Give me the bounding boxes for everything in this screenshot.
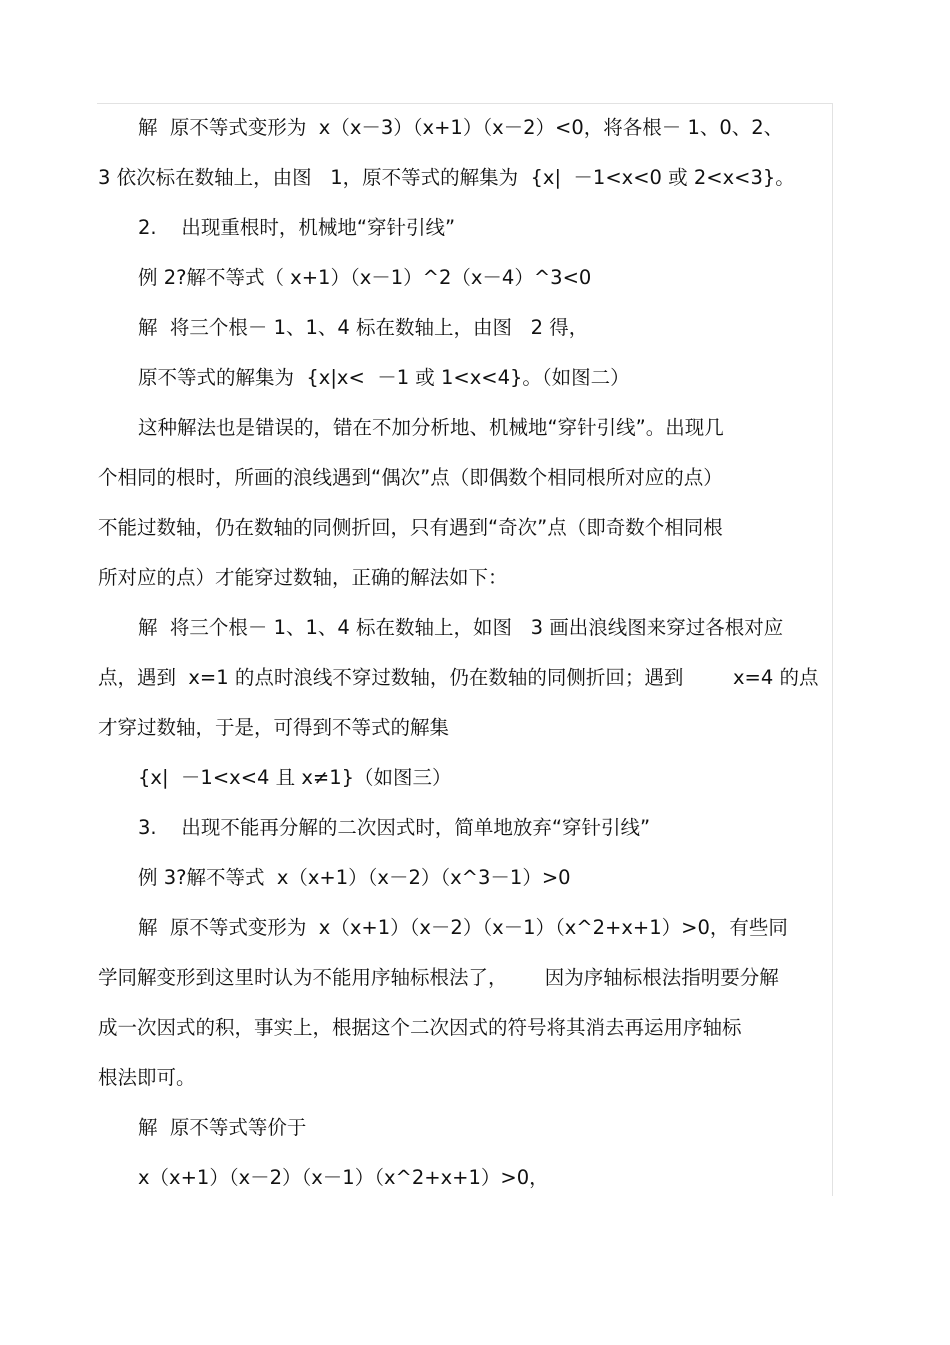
text-line: 3. 出现不能再分解的二次因式时，简单地放弃“穿针引线” [138,816,651,839]
text-line: 根法即可。 [98,1066,196,1089]
page-border-top [97,103,832,104]
text-line: 解 原不等式变形为 x（x+1）（x－2）（x－1）（x^2+x+1）>0，有些同 [138,916,788,939]
text-line: x（x+1）（x－2）（x－1）（x^2+x+1）>0， [138,1166,549,1189]
text-line: 解 原不等式变形为 x（x－3）（x+1）（x－2）<0，将各根－ 1、0、2、 [138,116,784,139]
text-line: 例 2?解不等式（ x+1）（x－1）^2（x－4）^3<0 [138,266,592,289]
text-line: 点，遇到 x=1 的点时浪线不穿过数轴，仍在数轴的同侧折回；遇到 x=4 的点 [98,666,819,689]
text-line: 原不等式的解集为 {x|x< －1 或 1<x<4}。（如图二） [138,366,630,389]
text-line: 所对应的点）才能穿过数轴，正确的解法如下： [98,566,508,589]
text-line: 解 将三个根－ 1、1、4 标在数轴上，由图 2 得， [138,316,589,339]
text-line: 解 原不等式等价于 [138,1116,307,1139]
text-line: {x| －1<x<4 且 x≠1}（如图三） [138,766,452,789]
page-border-right [832,103,833,1196]
text-line: 才穿过数轴，于是，可得到不等式的解集 [98,716,450,739]
text-line: 例 3?解不等式 x（x+1）（x－2）（x^3－1）>0 [138,866,571,889]
text-line: 成一次因式的积，事实上，根据这个二次因式的符号将其消去再运用序轴标 [98,1016,742,1039]
text-line: 解 将三个根－ 1、1、4 标在数轴上，如图 3 画出浪线图来穿过各根对应 [138,616,784,639]
text-line: 2. 出现重根时，机械地“穿针引线” [138,216,456,239]
text-line: 个相同的根时，所画的浪线遇到“偶次”点（即偶数个相同根所对应的点） [98,466,723,489]
text-line: 3 依次标在数轴上，由图 1，原不等式的解集为 {x| －1<x<0 或 2<x<3}。 [98,166,795,189]
text-line: 不能过数轴，仍在数轴的同侧折回，只有遇到“奇次”点（即奇数个相同根 [98,516,723,539]
text-line: 学同解变形到这里时认为不能用序轴标根法了， 因为序轴标根法指明要分解 [98,966,779,989]
text-line: 这种解法也是错误的，错在不加分析地、机械地“穿针引线”。出现几 [138,416,724,439]
